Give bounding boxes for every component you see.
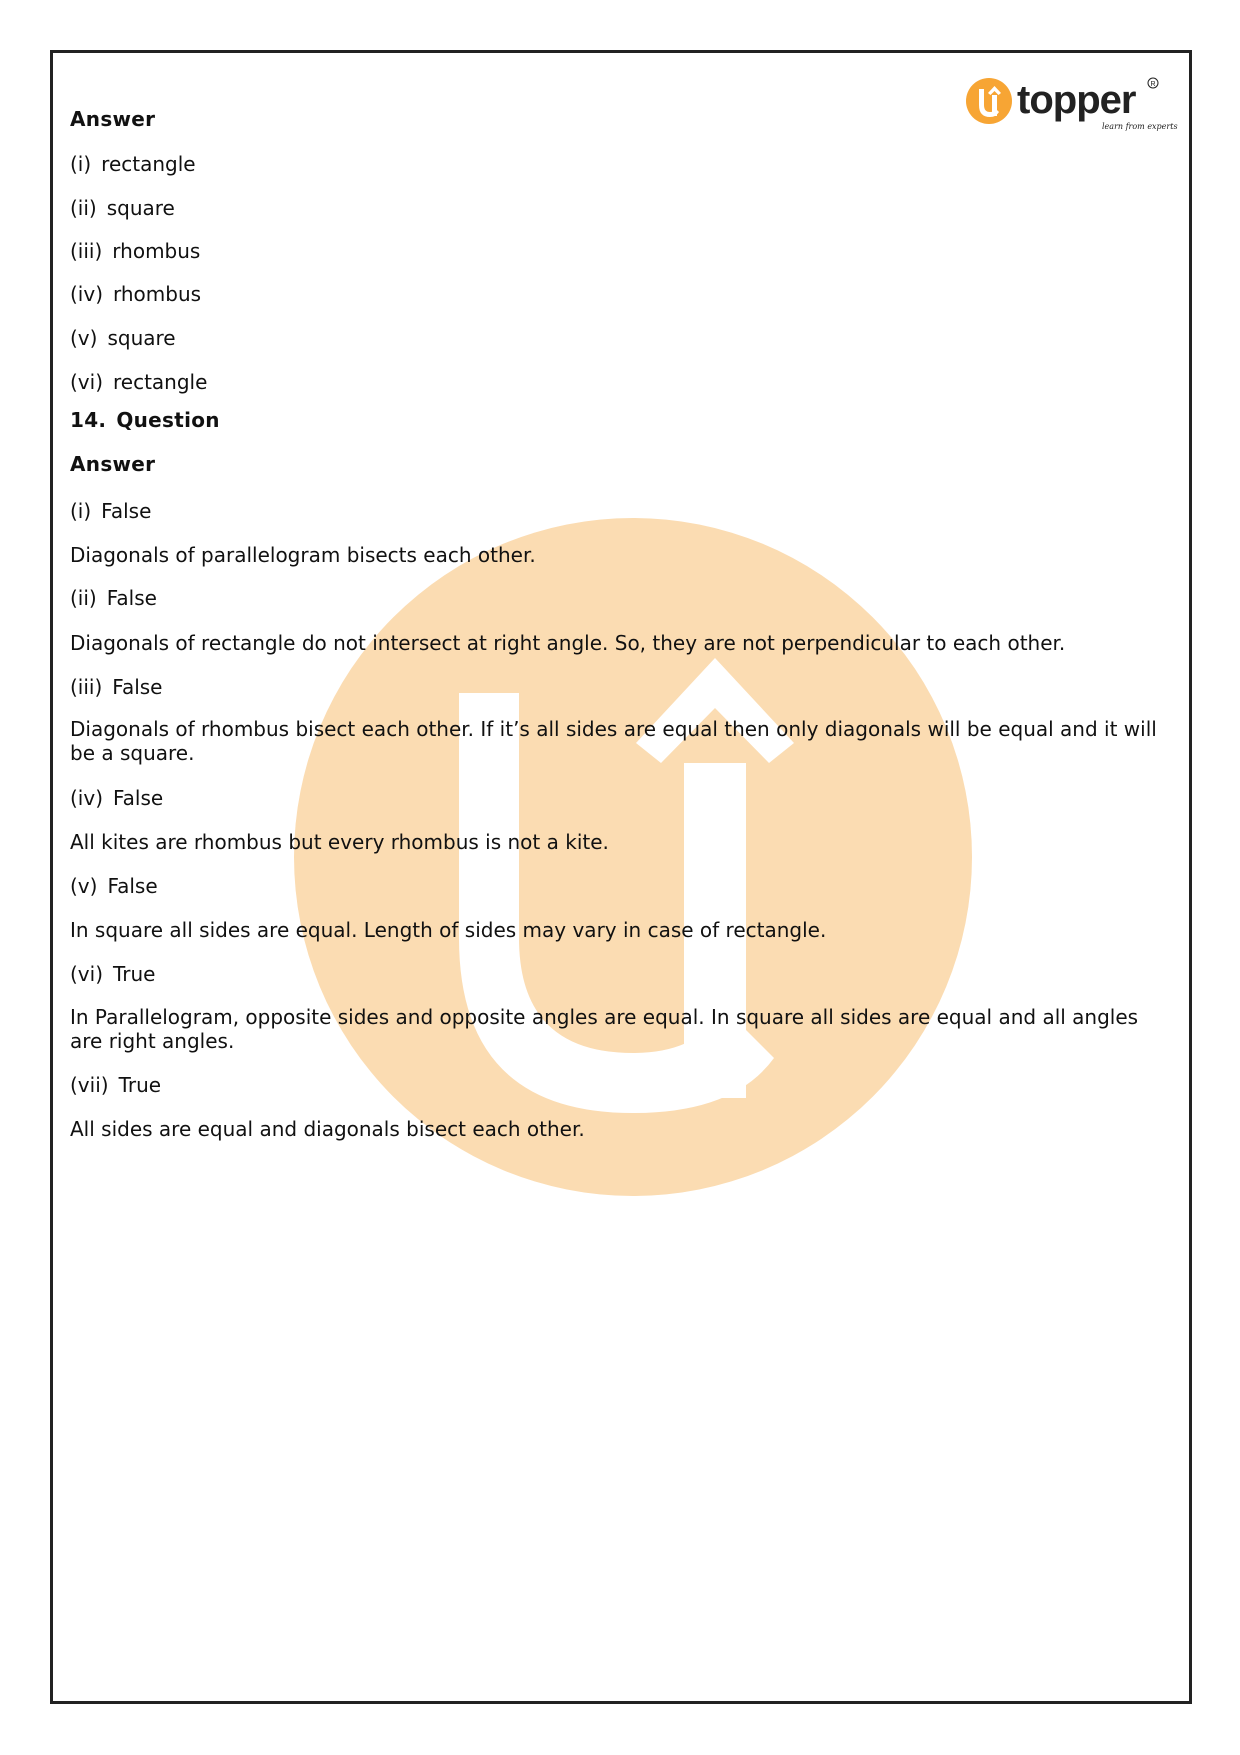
answer-item: (ii) False <box>70 586 157 610</box>
explanation-text: All kites are rhombus but every rhombus is not a kite. <box>70 830 609 854</box>
answer-item: (iv) rhombus <box>70 282 202 306</box>
answer-item: (vi) rectangle <box>70 370 208 394</box>
explanation-text: Diagonals of rhombus bisect each other. If it’s all sides are equal then only diagonals will be equal and it will be a square. <box>70 717 1157 765</box>
answer-item: (v) square <box>70 326 176 350</box>
explanation-text: Diagonals of rectangle do not intersect at right angle. So, they are not perpendicular to each other. <box>70 631 1066 655</box>
answer-item: (ii) square <box>70 196 175 220</box>
answer-item: (i) rectangle <box>70 152 196 176</box>
svg-text:learn from experts: learn from experts <box>1102 122 1178 131</box>
question-heading: 14. Question <box>70 408 220 432</box>
topper-logo <box>965 75 1178 135</box>
explanation-text: In Parallelogram, opposite sides and opposite angles are equal. In square all sides are equal and all angles are right angles. <box>70 1005 1139 1053</box>
answer-item: (iii) False <box>70 675 163 699</box>
explanation-text: In square all sides are equal. Length of sides may vary in case of rectangle. <box>70 918 827 942</box>
svg-text:R: R <box>1150 81 1156 88</box>
explanation-text: Diagonals of parallelogram bisects each other. <box>70 543 536 567</box>
svg-text:topper: topper <box>1017 78 1136 122</box>
explanation-text: All sides are equal and diagonals bisect each other. <box>70 1117 585 1141</box>
answer-item: (vi) True <box>70 962 156 986</box>
answer-item: (v) False <box>70 874 158 898</box>
answer-item: (vii) True <box>70 1073 162 1097</box>
answer-item: (iii) rhombus <box>70 239 201 263</box>
answer-heading: Answer <box>70 107 156 131</box>
answer-item: (i) False <box>70 499 152 523</box>
answer-heading: Answer <box>70 452 156 476</box>
topper-watermark <box>294 518 972 1196</box>
answer-item: (iv) False <box>70 786 164 810</box>
